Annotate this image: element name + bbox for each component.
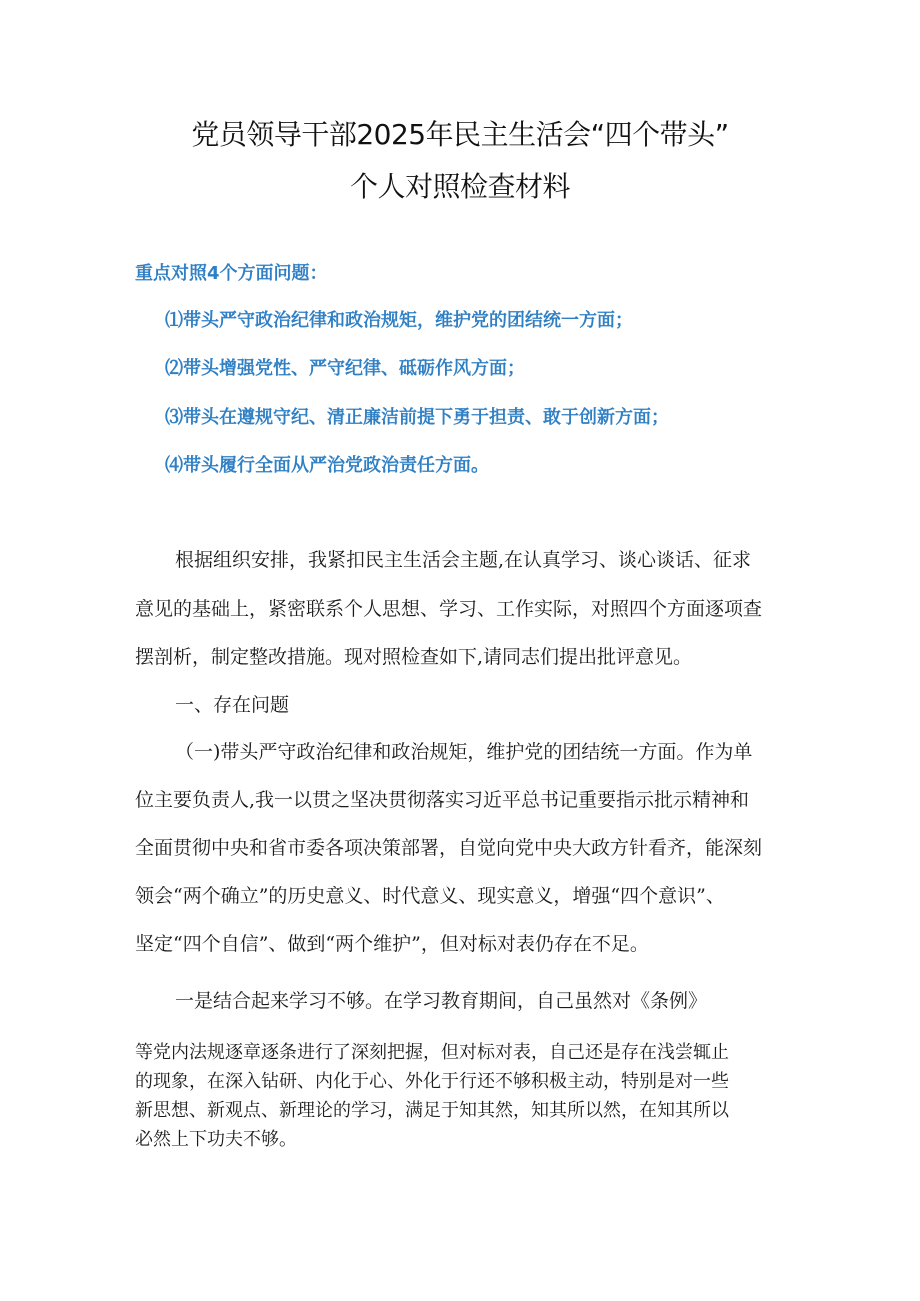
document-title-line-2: 个人对照检查材料 <box>349 170 570 203</box>
body-line-3: 摆剖析，制定整改措施。现对照检查如下,请同志们提出批评意见。 <box>135 646 693 668</box>
body-line-8: 领会“两个确立”的历史意义、时代意义、现实意义，增强“四个意识”、 <box>135 885 725 907</box>
body-line-1: 根据组织安排，我紧扣民主生活会主题,在认真学习、谈心谈话、征求 <box>175 549 752 571</box>
document-title-line-1: 党员领导干部2025年民主生活会“四个带头” <box>191 118 729 151</box>
small-line-2: 的现象，在深入钻研、内化于心、外化于行还不够积极主动，特别是对一些 <box>135 1071 729 1092</box>
focus-heading: 重点对照4个方面问题： <box>135 263 328 284</box>
body-line-5: （一)带头严守政治纪律和政治规矩，维护党的团结统一方面。作为单 <box>175 741 753 763</box>
focus-item-3: ⑶带头在遵规守纪、清正廉洁前提下勇于担责、敢于创新方面； <box>165 407 669 428</box>
focus-item-2: ⑵带头增强党性、严守纪律、砥砺作风方面； <box>165 358 525 379</box>
body-line-2: 意见的基础上，紧密联系个人思想、学习、工作实际，对照四个方面逐项查 <box>135 598 763 620</box>
focus-item-1: ⑴带头严守政治纪律和政治规矩，维护党的团结统一方面； <box>165 310 633 331</box>
body-line-7: 全面贯彻中央和省市委各项决策部署，自觉向党中央大政方针看齐，能深刻 <box>135 837 763 859</box>
body-line-6: 位主要负责人,我一以贯之坚决贯彻落实习近平总书记重要指示批示精神和 <box>135 789 750 811</box>
focus-item-4: ⑷带头履行全面从严治党政治责任方面。 <box>165 455 489 476</box>
small-line-3: 新思想、新观点、新理论的学习，满足于知其然，知其所以然，在知其所以 <box>135 1100 729 1121</box>
body-line-9: 坚定“四个自信”、做到“两个维护”，但对标对表仍存在不足。 <box>135 933 649 955</box>
small-line-4: 必然上下功夫不够。 <box>135 1129 297 1150</box>
small-line-1: 等党内法规逐章逐条进行了深刻把握，但对标对表，自己还是存在浅尝辄止 <box>135 1042 729 1063</box>
body-line-10: 一是结合起来学习不够。在学习教育期间，自己虽然对《条例》 <box>175 990 708 1012</box>
section-heading-problems: 一、存在问题 <box>175 694 290 716</box>
